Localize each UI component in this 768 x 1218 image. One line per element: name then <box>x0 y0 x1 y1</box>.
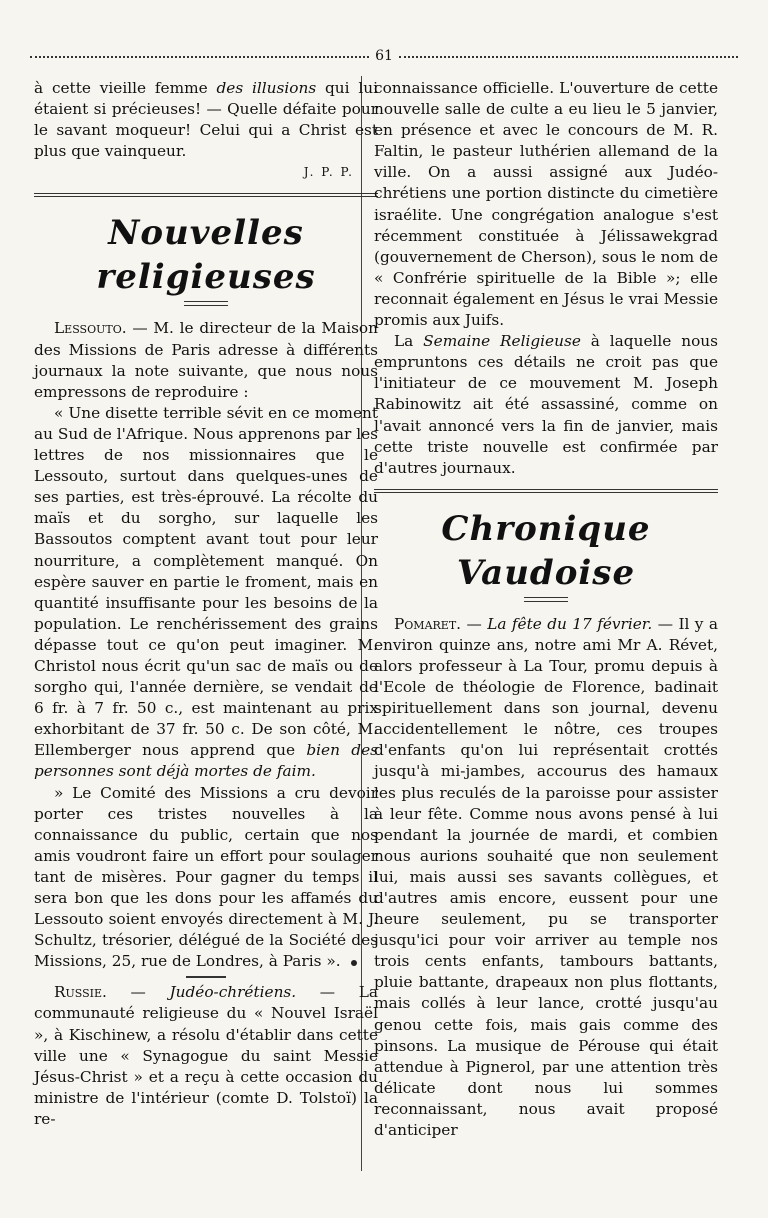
continuation-paragraph: connaissance officielle. L'ouverture de cette nouvelle salle de culte a eu lieu le 5 janvier, en présence et avec le concours de M. R. Faltin, le pasteur luthérien allemand de la ville. On a aussi assigné aux Judéo-chrétiens une portion distincte du cimetière israélite. Une congrégation analogue s'est récemment constituée à Jélissawekgrad (gouvernement de Cherson), sous le nom de « Confrérie spirituelle de la Bible »; elle reconnait également en Jésus le vrai Messie promis aux Juifs. <box>374 79 718 330</box>
quote-paragraph-1: « Une disette terrible sévit en ce moment au Sud de l'Afrique. Nous apprenons par les lettres de nos missionnaires que le Lessouto, surtout dans quelques-unes de ses parties, est très-éprouvé. La récolte du maïs et du sorgho, sur laquelle les Bassoutos comptent avant tout pour leur nourriture, a complètement manqué. On espère sauver en partie le froment, mais en quantité insuffisante pour les besoins de la population. Le renchérissement des grains dépasse tout ce qu'on peut imaginer. M. Christol nous écrit qu'un sac de maïs ou de sorgho qui, l'année dernière, se vendait de 6 fr. à 7 fr. 50 c., est maintenant au prix exhorbitant de 37 fr. 50 c. De son côté, M. Ellemberger nous apprend que bien des personnes sont déjà mortes de faim. <box>34 403 378 781</box>
right-column <box>374 78 718 1141</box>
header-rule-right <box>399 56 738 58</box>
page-number: 61 <box>375 48 393 64</box>
pomaret-paragraph: Pomaret. — La fête du 17 février. — Il y a environ quinze ans, notre ami Mr A. Révet, alors professeur à La Tour, promu depuis à l'Ecole de théologie de Florence, badinait spirituellement dans son journal, devenu accidentellement le nôtre, ces troupes d'enfants qu'on lui représentait crottés jusqu'à mi-jambes, accourus des hamaux les plus reculés de la paroisse pour assister à leur fête. Comme nous avons pensé à lui pendant la journée de mardi, et combien nous aurions souhaité que non seulement lui, mais aussi ses savants collègues, et d'autres amis encore, eussent pour une heure seulement, pu se transporter jusqu'ici pour voir arriver au temple nos trois cents enfants, tambours battants, pluie battante, drapeaux non plus flottants, mais collés à leur lance, crotté jusqu'au genou cette fois, mais gais comme des pinsons. La musique de Pérouse qui était attendue à Pignerol, par une attention très délicate dont nous lui sommes reconnaissant, nous avait proposé d'anticiper <box>374 614 718 1140</box>
section-divider-right <box>374 489 718 493</box>
section-title-nouvelles: Nouvelles religieuses <box>96 213 316 298</box>
paragraph-mark <box>351 960 357 966</box>
quote-paragraph-2: » Le Comité des Missions a cru devoir porter ces tristes nouvelles à la connaissance du public, certain que nos amis voudront faire un effort pour soulager tant de misères. Pour gagner du temps il sera bon que les dons pour les affamés du Lessouto soient envoyés directement à M. J. Schultz, trésorier, délégué de la Société des Missions, 25, rue de Londres, à Paris ». <box>34 783 378 971</box>
lessouto-paragraph: Lessouto. — M. le directeur de la Maison des Missions de Paris adresse à différents journaux la note suivante, que nous nous empressons de reproduire : <box>34 319 378 401</box>
title-ornament <box>184 301 228 306</box>
title-ornament-right <box>524 597 568 602</box>
section-title-chronique: Chronique Vaudoise <box>441 508 651 593</box>
header-rule-left <box>30 56 369 58</box>
semaine-paragraph: La Semaine Religieuse à laquelle nous empruntons ces détails ne croit pas que l'initiateur de ce mouvement M. Joseph Rabinowitz ait été assassiné, comme on l'avait annoncé vers la fin de janvier, mais cette triste nouvelle est confirmée par d'autres journaux. <box>374 332 718 477</box>
russie-paragraph: Russie. — Judéo-chrétiens. — La communauté religieuse du « Nouvel Israël », à Kischinew, a résolu d'établir dans cette ville une « Synagogue du saint Messie Jésus-Christ » et a reçu à cette occasion du ministre de l'intérieur (comte D. Tolstoï) la re- <box>34 983 378 1128</box>
intro-paragraph: à cette vieille femme des illusions qui lui étaient si précieuses! — Quelle défaite pour le savant moqueur! Celui qui a Christ est plus que vainqueur. <box>34 79 378 161</box>
section-divider <box>34 193 378 197</box>
page-header <box>30 46 738 66</box>
signature: J. P. P. <box>303 165 354 180</box>
short-rule <box>186 976 226 978</box>
left-column <box>34 78 378 1130</box>
